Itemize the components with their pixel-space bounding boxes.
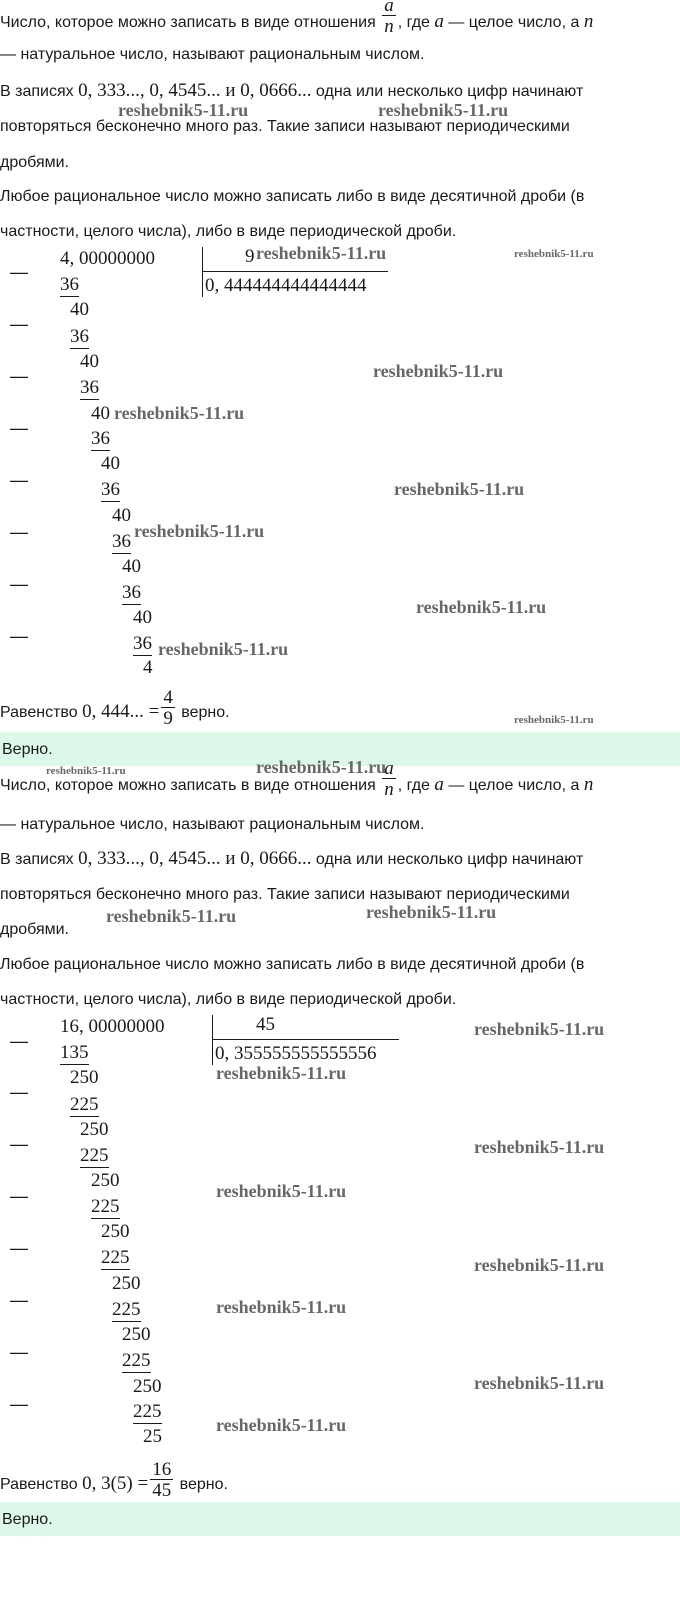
- dividend: 16, 00000000: [60, 1016, 165, 1037]
- remainder: 250: [112, 1273, 141, 1294]
- denominator: 9: [163, 708, 173, 729]
- subtrahend: 36: [112, 531, 131, 552]
- denominator: n: [384, 779, 394, 800]
- minus-sign: —: [10, 418, 28, 438]
- text: — целое число, а: [443, 14, 584, 32]
- watermark: reshebnik5-11.ru: [158, 639, 289, 659]
- text: верно.: [176, 704, 230, 722]
- text: Равенство: [0, 1476, 83, 1494]
- subtrahend: 225: [80, 1145, 109, 1166]
- division-bar: [212, 1015, 213, 1065]
- minus-sign: —: [10, 1186, 28, 1206]
- watermark: reshebnik5-11.ru: [256, 243, 387, 263]
- minus-sign: —: [10, 1134, 28, 1154]
- remainder: 250: [122, 1324, 151, 1345]
- minus-sign: —: [10, 366, 28, 386]
- division-bar: [202, 247, 203, 297]
- watermark: reshebnik5-11.ru: [216, 1063, 347, 1083]
- remainder: 40: [70, 299, 89, 320]
- var-n: n: [583, 774, 594, 796]
- definition-line-1: [0, 0, 594, 37]
- minus-sign: —: [10, 1238, 28, 1258]
- var-a: a: [434, 774, 444, 796]
- subtrahend: 36: [80, 377, 99, 398]
- periodic-examples: 0, 333..., 0, 4545... и 0, 0666...: [78, 848, 312, 869]
- remainder: 40: [122, 556, 141, 577]
- minus-sign: —: [10, 470, 28, 490]
- dividend: 4, 00000000: [60, 248, 155, 269]
- denominator: 45: [152, 1480, 172, 1501]
- remainder: 40: [80, 351, 99, 372]
- fraction-result: [161, 688, 175, 728]
- watermark: reshebnik5-11.ru: [216, 1181, 347, 1201]
- watermark: reshebnik5-11.ru: [474, 1373, 605, 1393]
- definition-line-2: — натуральное число, называют рациональным числом.: [0, 46, 425, 63]
- text: — целое число, а: [443, 777, 584, 795]
- minus-sign: —: [10, 1342, 28, 1362]
- equality-statement: [0, 1459, 228, 1501]
- periodic-line-3: дробями.: [0, 921, 69, 938]
- watermark: reshebnik5-11.ru: [114, 403, 245, 423]
- text: одна или несколько цифр начинают: [311, 851, 584, 868]
- text: Равенство: [0, 704, 83, 722]
- verdict-text: Верно.: [2, 741, 53, 758]
- verdict-banner-2: [0, 1502, 680, 1536]
- minus-sign: —: [10, 262, 28, 282]
- final-remainder: 4: [143, 657, 153, 678]
- fraction-result: [150, 1460, 173, 1500]
- watermark: reshebnik5-11.ru: [216, 1297, 347, 1317]
- watermark: reshebnik5-11.ru: [394, 479, 525, 499]
- rational-line-2: частности, целого числа), либо в виде периодической дроби.: [0, 223, 457, 240]
- periodic-examples: 0, 333..., 0, 4545... и 0, 0666...: [78, 80, 312, 101]
- var-n: n: [583, 11, 594, 33]
- quotient: 0, 355555555555556: [215, 1043, 377, 1064]
- remainder: 250: [101, 1221, 130, 1242]
- numerator: a: [384, 758, 394, 779]
- quotient: 0, 444444444444444: [205, 275, 367, 296]
- minus-sign: —: [10, 1290, 28, 1310]
- remainder: 250: [91, 1170, 120, 1191]
- subtrahend: 225: [91, 1196, 120, 1217]
- subtrahend: 225: [70, 1094, 99, 1115]
- watermark: reshebnik5-11.ru: [474, 1255, 605, 1275]
- equality-lhs: 0, 3(5) =: [82, 1473, 149, 1495]
- subtrahend: 225: [101, 1247, 130, 1268]
- minus-sign: —: [10, 626, 28, 646]
- subtrahend: 36: [122, 582, 141, 603]
- periodic-line-3: дробями.: [0, 154, 69, 171]
- divisor: 9: [245, 246, 255, 267]
- minus-sign: —: [10, 522, 28, 542]
- verdict-text: Верно.: [2, 1511, 53, 1528]
- equality-statement: [0, 687, 230, 729]
- minus-sign: —: [10, 574, 28, 594]
- watermark: reshebnik5-11.ru: [134, 521, 265, 541]
- remainder: 250: [80, 1119, 109, 1140]
- watermark: reshebnik5-11.ru: [416, 597, 547, 617]
- remainder: 250: [70, 1067, 99, 1088]
- text: В записях: [0, 851, 79, 868]
- rational-line-2: частности, целого числа), либо в виде периодической дроби.: [0, 991, 457, 1008]
- watermark: reshebnik5-11.ru: [474, 1137, 605, 1157]
- subtrahend: 135: [60, 1042, 89, 1063]
- watermark: reshebnik5-11.ru: [378, 100, 509, 120]
- subtrahend: 36: [70, 326, 89, 347]
- numerator: 4: [163, 687, 173, 708]
- minus-sign: —: [10, 1082, 28, 1102]
- watermark: reshebnik5-11.ru: [106, 906, 237, 926]
- final-remainder: 25: [143, 1426, 162, 1447]
- subtrahend: 225: [122, 1350, 151, 1371]
- divisor-line: [213, 1039, 399, 1040]
- periodic-line-1: [0, 81, 583, 102]
- text: , где: [397, 777, 435, 795]
- watermark: reshebnik5-11.ru: [46, 765, 126, 777]
- minus-sign: —: [10, 1031, 28, 1051]
- definition-line-2: — натуральное число, называют рациональным числом.: [0, 816, 425, 833]
- watermark: reshebnik5-11.ru: [514, 248, 594, 260]
- periodic-line-1: [0, 849, 583, 870]
- watermark: reshebnik5-11.ru: [216, 1415, 347, 1435]
- denominator: n: [384, 16, 394, 37]
- watermark: reshebnik5-11.ru: [514, 714, 594, 726]
- watermark: reshebnik5-11.ru: [118, 100, 249, 120]
- subtrahend: 225: [112, 1299, 141, 1320]
- minus-sign: —: [10, 1394, 28, 1414]
- text: одна или несколько цифр начинают: [311, 83, 584, 100]
- text: В записях: [0, 83, 79, 100]
- rational-line-1: Любое рациональное число можно записать либо в виде десятичной дроби (в: [0, 956, 585, 973]
- subtrahend: 36: [133, 633, 152, 654]
- fraction-a-over-n: [382, 0, 396, 36]
- subtrahend: 36: [60, 274, 79, 295]
- remainder: 40: [101, 453, 120, 474]
- equality-lhs: 0, 444... =: [82, 701, 160, 723]
- var-a: a: [434, 11, 444, 33]
- watermark: reshebnik5-11.ru: [366, 902, 497, 922]
- minus-sign: —: [10, 314, 28, 334]
- watermark: reshebnik5-11.ru: [474, 1019, 605, 1039]
- remainder: 40: [112, 505, 131, 526]
- subtrahend: 36: [101, 479, 120, 500]
- divisor: 45: [256, 1014, 275, 1035]
- numerator: 16: [152, 1459, 172, 1480]
- watermark: reshebnik5-11.ru: [373, 361, 504, 381]
- watermark: reshebnik5-11.ru: [256, 757, 387, 777]
- divisor-line: [203, 271, 388, 272]
- subtrahend: 225: [133, 1401, 162, 1422]
- subtrahend: 36: [91, 428, 110, 449]
- remainder: 40: [91, 403, 110, 424]
- numerator: a: [384, 0, 394, 16]
- remainder: 40: [133, 607, 152, 628]
- remainder: 250: [133, 1376, 162, 1397]
- text: Число, которое можно записать в виде отношения: [0, 14, 381, 32]
- periodic-line-2: повторяться бесконечно много раз. Такие записи называют периодическими: [0, 886, 570, 903]
- rational-line-1: Любое рациональное число можно записать либо в виде десятичной дроби (в: [0, 188, 585, 205]
- text: , где: [397, 14, 435, 32]
- text: верно.: [175, 1476, 228, 1494]
- text: Число, которое можно записать в виде отношения: [0, 777, 381, 795]
- periodic-line-2: повторяться бесконечно много раз. Такие записи называют периодическими: [0, 118, 570, 135]
